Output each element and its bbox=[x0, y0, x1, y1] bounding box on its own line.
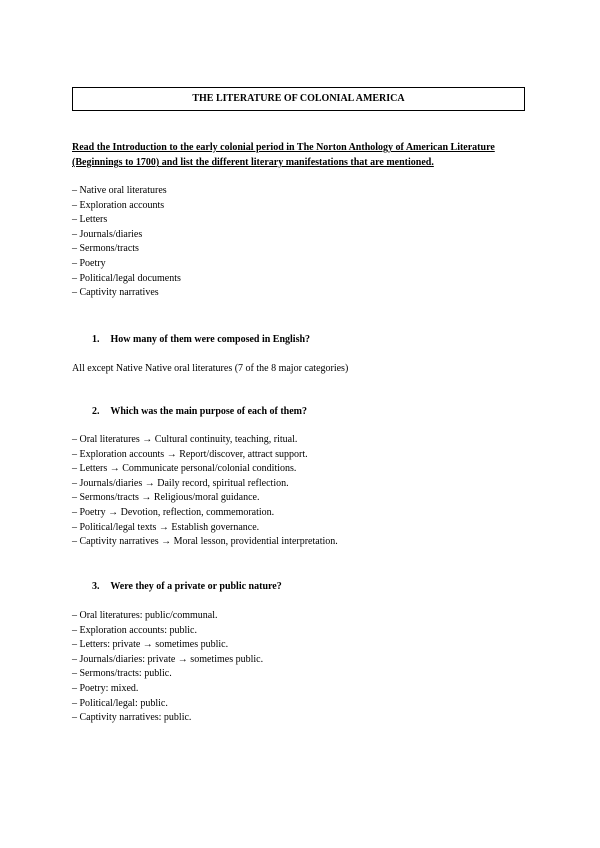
list-item: – Letters bbox=[72, 214, 108, 226]
list-item: – Political/legal documents bbox=[72, 272, 181, 284]
document-title: THE LITERATURE OF COLONIAL AMERICA bbox=[192, 92, 405, 104]
list-item: – Sermons/tracts bbox=[72, 243, 139, 255]
instruction-text: Read the Introduction to the early colonial period in The Norton Anthology of American Literature (Beginnings to 1700) and list the different literary manifestations that are mentioned. bbox=[72, 142, 495, 168]
list-item: – Sermons/tracts → Religious/moral guidance. bbox=[72, 492, 260, 504]
question-text: How many of them were composed in English? bbox=[110, 334, 311, 345]
list-item: – Poetry → Devotion, reflection, commemoration. bbox=[72, 506, 275, 518]
list-item: – Political/legal: public. bbox=[72, 697, 168, 709]
question-1 bbox=[92, 333, 310, 348]
question-text: Were they of a private or public nature? bbox=[110, 581, 282, 592]
list-item: – Political/legal texts → Establish governance. bbox=[72, 521, 260, 533]
document-title-box bbox=[72, 87, 525, 111]
list-item: – Journals/diaries → Daily record, spiritual reflection. bbox=[72, 477, 289, 489]
list-item: – Poetry: mixed. bbox=[72, 682, 139, 694]
list-item: – Oral literatures → Cultural continuity, teaching, ritual. bbox=[72, 434, 298, 445]
list-item: – Exploration accounts: public. bbox=[72, 624, 197, 636]
list-item: – Journals/diaries: private → sometimes public. bbox=[72, 653, 264, 665]
list-item: – Letters: private → sometimes public. bbox=[72, 639, 229, 651]
list-item: – Captivity narratives bbox=[72, 287, 159, 299]
question-number: 1. bbox=[92, 334, 100, 345]
question-text: Which was the main purpose of each of them? bbox=[110, 406, 307, 417]
manifestations-list bbox=[72, 184, 532, 301]
nature-list bbox=[72, 609, 532, 726]
purpose-list bbox=[72, 433, 532, 550]
list-item: – Oral literatures: public/communal. bbox=[72, 610, 218, 621]
list-item: – Journals/diaries bbox=[72, 228, 143, 240]
list-item: – Sermons/tracts: public. bbox=[72, 668, 172, 680]
list-item: – Exploration accounts bbox=[72, 199, 165, 211]
question-number: 3. bbox=[92, 581, 100, 592]
question-3 bbox=[92, 580, 282, 595]
answer-1: All except Native Native oral literatures (7 of the 8 major categories) bbox=[72, 363, 349, 374]
list-item: – Native oral literatures bbox=[72, 185, 167, 196]
list-item: – Poetry bbox=[72, 257, 106, 269]
list-item: – Letters → Communicate personal/colonial conditions. bbox=[72, 463, 297, 475]
list-item: – Captivity narratives → Moral lesson, providential interpretation. bbox=[72, 536, 338, 548]
list-item: – Captivity narratives: public. bbox=[72, 712, 192, 724]
question-number: 2. bbox=[92, 406, 100, 417]
question-2 bbox=[92, 405, 307, 420]
list-item: – Exploration accounts → Report/discover, attract support. bbox=[72, 448, 308, 460]
